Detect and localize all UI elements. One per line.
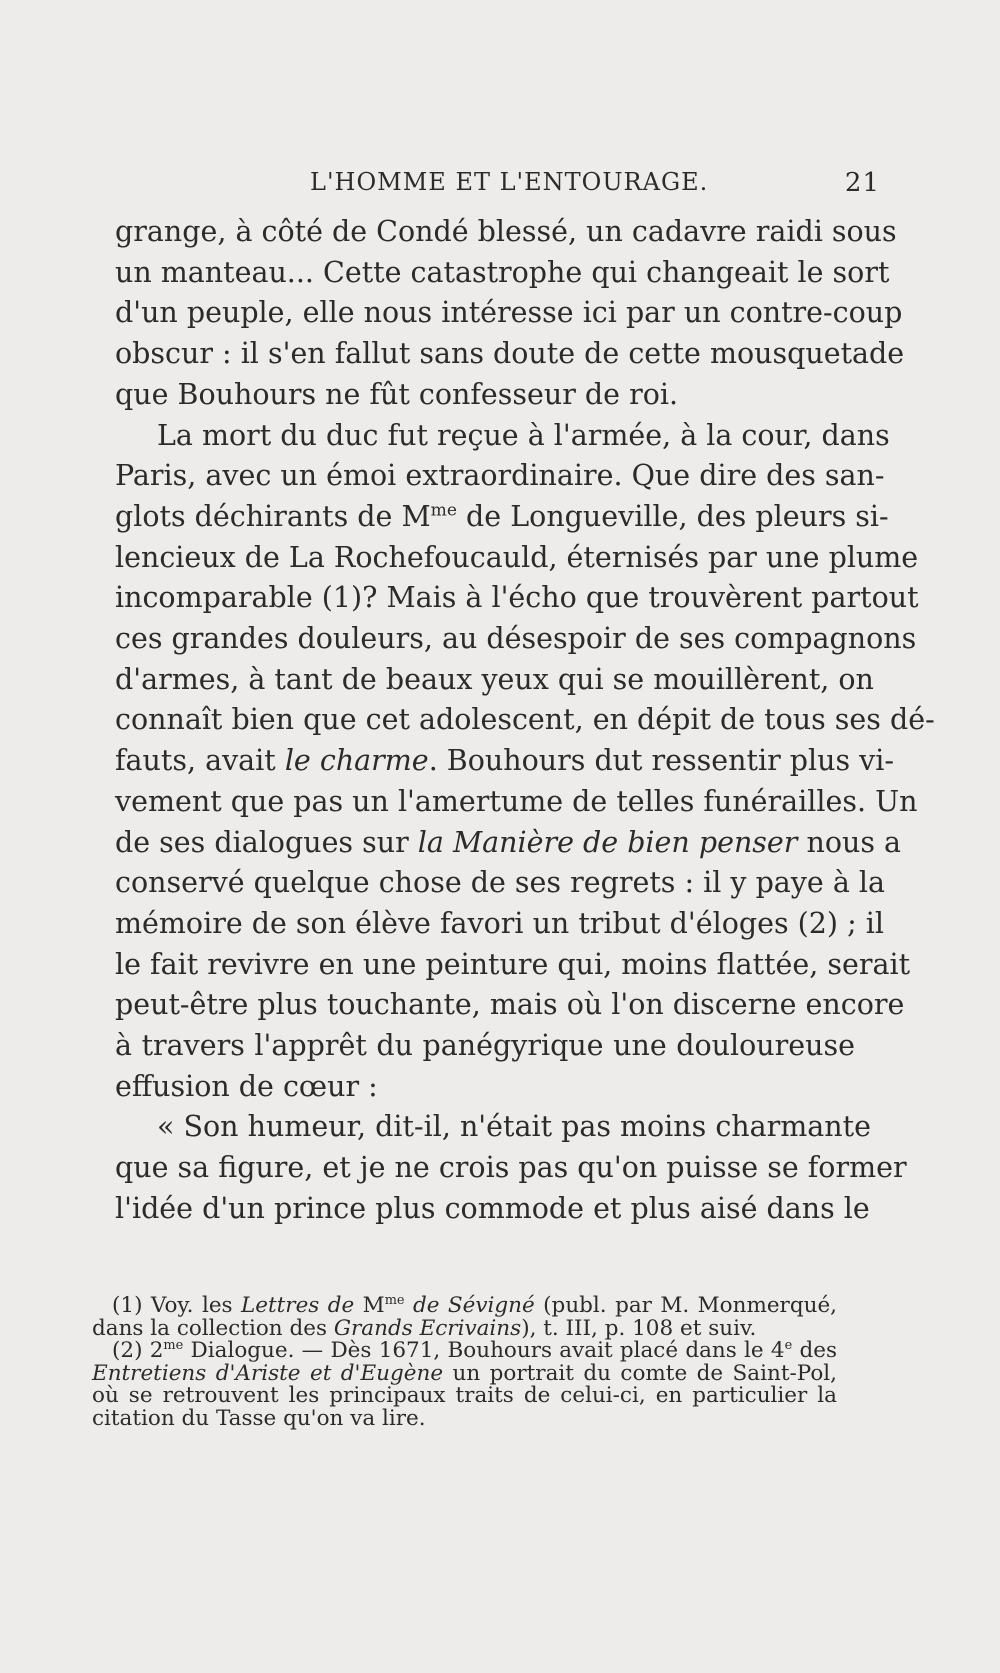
text-line <box>115 741 895 782</box>
footnote-line <box>92 1292 837 1318</box>
text-line <box>115 497 889 538</box>
text-span: un portrait du comte de Saint-Pol, <box>443 1360 837 1386</box>
text-line: « Son humeur, dit-il, n'était pas moins charmante <box>157 1110 871 1144</box>
text-line: mémoire de son élève favori un tribut d'éloges (2) ; il <box>115 906 884 940</box>
text-line: effusion de cœur : <box>115 1069 378 1103</box>
text-span: (2) 2 <box>112 1338 164 1363</box>
text-line: peut-être plus touchante, mais où l'on discerne encore <box>115 988 905 1022</box>
text-line: l'idée d'un prince plus commode et plus aisé dans le <box>115 1191 870 1225</box>
text-span: de ses dialogues sur <box>115 825 418 859</box>
text-line: grange, à côté de Condé blessé, un cadavre raidi sous <box>115 215 897 248</box>
text-span: des <box>792 1338 837 1363</box>
text-line: que sa figure, et je ne crois pas qu'on puisse se former <box>115 1151 907 1185</box>
text-line: conservé quelque chose de ses regrets : il y paye à la <box>115 866 885 900</box>
text-span: . Bouhours dut ressentir plus vi- <box>428 744 895 778</box>
italic-span: Entretiens d'Ariste et d'Eugène <box>92 1360 444 1386</box>
text-span: M <box>354 1293 385 1318</box>
italic-span: Grands Ecrivains <box>333 1315 522 1341</box>
italic-span: la Manière de bien penser <box>417 825 798 859</box>
text-line: un manteau... Cette catastrophe qui changeait le sort <box>115 255 890 289</box>
text-line <box>115 823 902 864</box>
text-span: glots déchirants de M <box>115 499 431 533</box>
text-span: fauts, avait <box>115 744 285 778</box>
text-line: à travers l'apprêt du panégyrique une douloureuse <box>115 1029 855 1063</box>
superscript: me <box>384 1292 405 1308</box>
body-text <box>115 212 935 1230</box>
text-line: obscur : il s'en fallut sans doute de cette mousquetade <box>115 337 905 371</box>
text-line: le fait revivre en une peinture qui, moins flattée, serait <box>115 947 911 981</box>
text-span: Dialogue. — Dès 1671, Bouhours avait placé dans le 4 <box>183 1338 785 1363</box>
text-span: (publ. par M. Monmerqué, <box>534 1293 837 1318</box>
footnote-line <box>92 1337 837 1363</box>
text-line: connaît bien que cet adolescent, en dépit de tous ses dé- <box>115 703 935 737</box>
footnote-line <box>92 1360 837 1386</box>
text-span: de Longueville, des pleurs si- <box>457 499 889 533</box>
footnote-line: où se retrouvent les principaux traits de celui-ci, en particulier la <box>92 1383 837 1408</box>
text-line: Paris, avec un émoi extraordinaire. Que dire des san- <box>115 459 885 493</box>
text-line: La mort du duc fut reçue à l'armée, à la cour, dans <box>157 418 890 452</box>
text-span: nous a <box>797 825 902 859</box>
text-span: (1) Voy. les <box>112 1293 242 1318</box>
superscript: me <box>430 500 457 521</box>
italic-span: Lettres de <box>241 1293 355 1318</box>
superscript: e <box>784 1337 793 1353</box>
footnotes <box>92 1292 837 1431</box>
text-line: d'un peuple, elle nous intéresse ici par un contre-coup <box>115 296 903 330</box>
page-number: 21 <box>844 168 880 198</box>
text-line: vement que pas un l'amertume de telles funérailles. Un <box>115 784 918 818</box>
text-span: ), t. III, p. 108 et suiv. <box>521 1315 757 1341</box>
text-line: incomparable (1)? Mais à l'écho que trouvèrent partout <box>115 581 919 615</box>
text-line: ces grandes douleurs, au désespoir de ses compagnons <box>115 622 917 656</box>
text-span: dans la collection des <box>92 1315 334 1341</box>
text-line: d'armes, à tant de beaux yeux qui se mouillèrent, on <box>115 662 874 696</box>
footnote-line <box>92 1315 837 1341</box>
italic-span: le charme <box>284 744 429 778</box>
running-title: L'HOMME ET L'ENTOURAGE. <box>310 168 709 196</box>
italic-span: de Sévigné <box>404 1293 535 1318</box>
text-line: lencieux de La Rochefoucauld, éternisés par une plume <box>115 540 919 574</box>
superscript: me <box>163 1337 184 1353</box>
text-line: que Bouhours ne fût confesseur de roi. <box>115 377 679 411</box>
footnote-line: citation du Tasse qu'on va lire. <box>92 1405 426 1431</box>
